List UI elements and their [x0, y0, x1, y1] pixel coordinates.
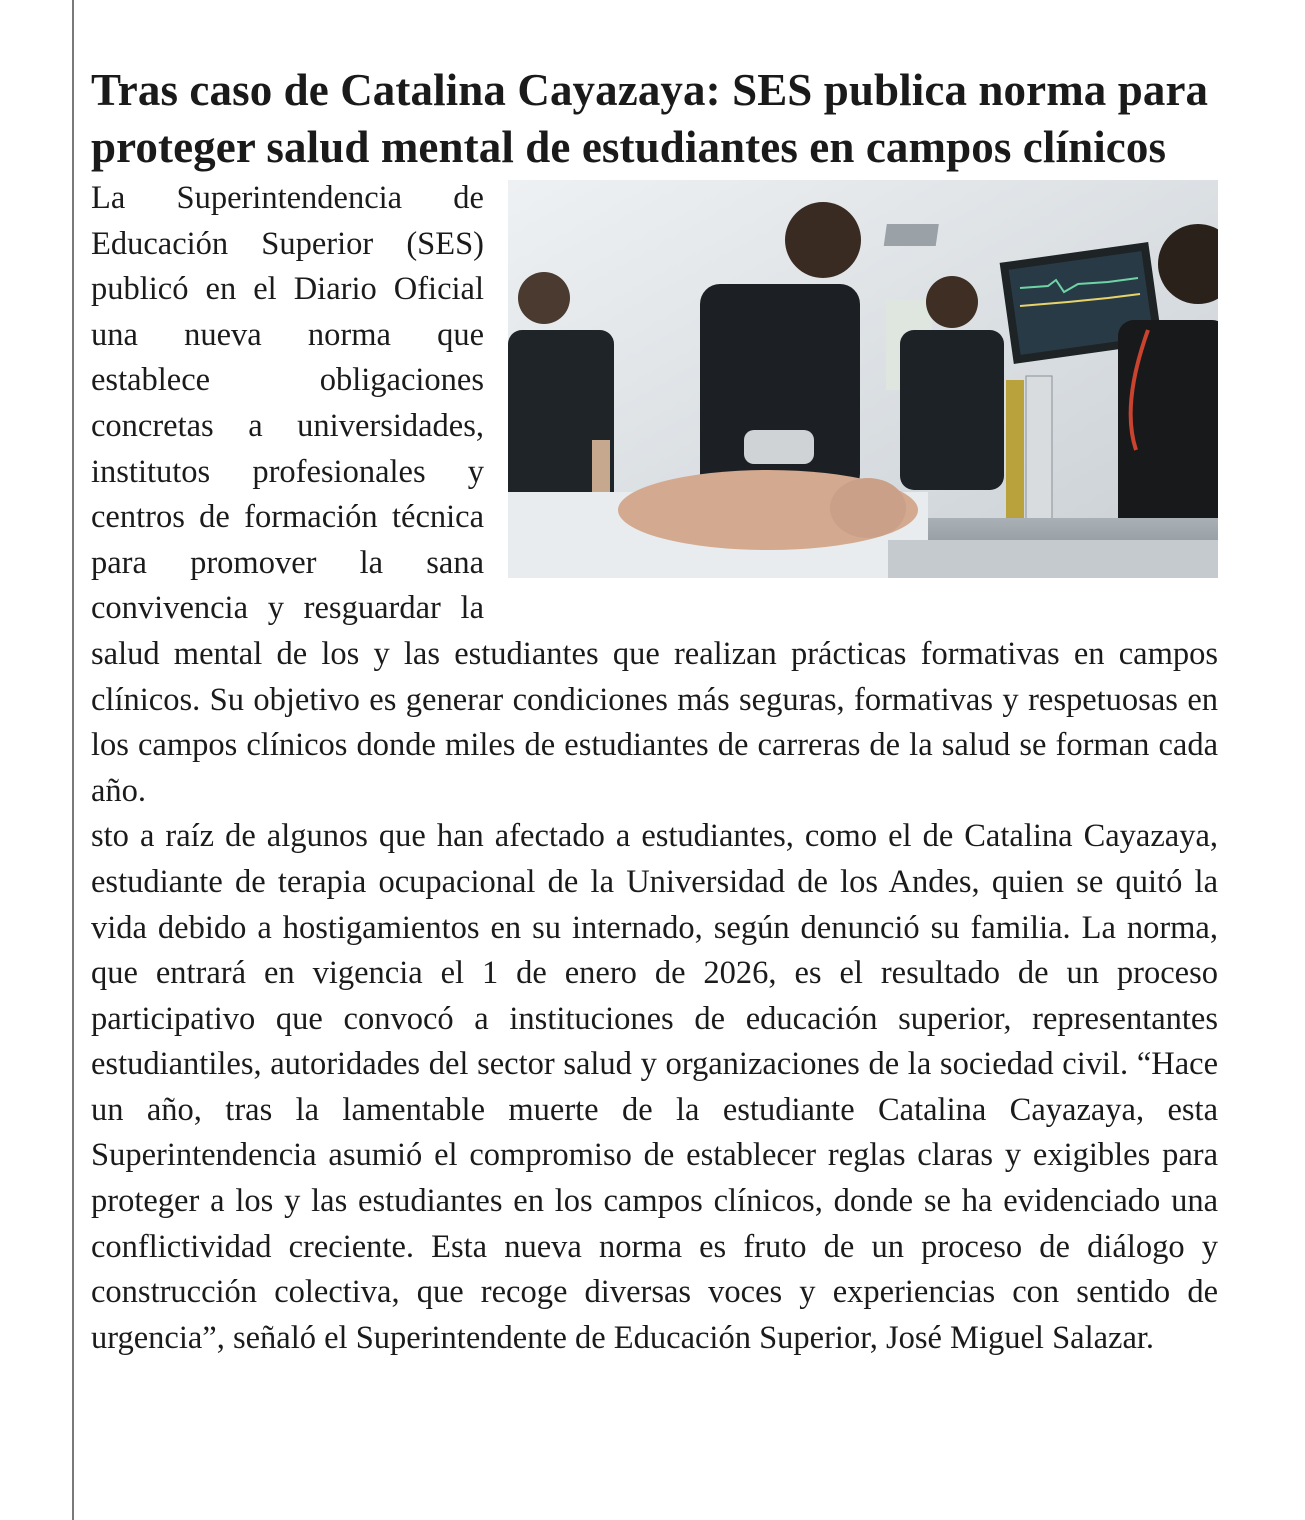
article-body [91, 176, 1218, 1361]
article-photo [508, 180, 1218, 578]
article-headline: Tras caso de Catalina Cayazaya: SES publica norma para proteger salud mental de estudiantes en campos clínicos [91, 65, 1209, 172]
article-paragraph-1: La Superintendencia de Educación Superior (SES) publicó en el Diario Oficial una nueva norma que establece obligaciones concretas a universidades, institutos profesionales y centros de formación técnica para promover la sana convivencia y resguardar la salud mental de los y las estudiantes que realizan prácticas formativas en campos clínicos. Su objetivo es generar condiciones más seguras, formativas y respetuosas en los campos clínicos donde miles de estudiantes de carreras de la salud se forman cada año. [91, 180, 1218, 809]
news-article [91, 62, 1218, 1361]
article-paragraph-2: sto a raíz de algunos que han afectado a estudiantes, como el de Catalina Cayazaya, estudiante de terapia ocupacional de la Universidad de los Andes, quien se quitó la vida debido a hostigamientos en su internado, según denunció su familia. La norma, que entrará en vigencia el 1 de enero de 2026, es el resultado de un proceso participativo que convocó a instituciones de educación superior, representantes estudiantiles, autoridades del sector salud y organizaciones de la sociedad civil. “Hace un año, tras la lamentable muerte de la estudiante Catalina Cayazaya, esta Superintendencia asumió el compromiso de establecer reglas claras y exigibles para proteger a los y las estudiantes en los campos clínicos, donde se ha evidenciado una conflictividad creciente. Esta nueva norma es fruto de un proceso de diálogo y construcción colectiva, que recoge diversas voces y experiencias con sentido de urgencia”, señaló el Superintendente de Educación Superior, José Miguel Salazar. [91, 818, 1218, 1356]
column-rule [72, 0, 74, 1520]
